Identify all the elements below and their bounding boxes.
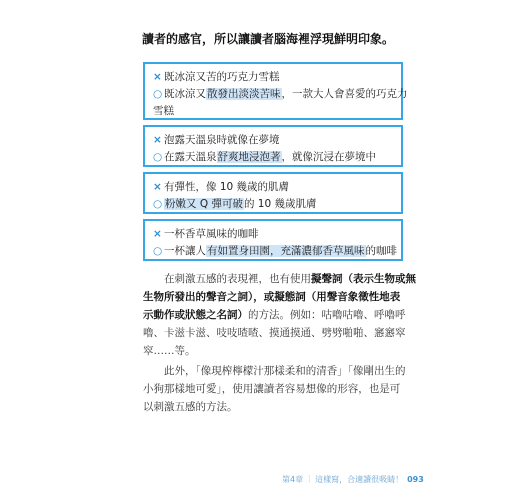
good-example-suffix: 的咖啡: [365, 245, 397, 257]
body-paragraph-1: [143, 270, 416, 360]
bad-example: [153, 132, 393, 149]
good-example-highlight: 有如置身田園，充滿濃郁香草風味: [207, 245, 365, 257]
bad-example-text: 既冰涼又苦的巧克力雪糕: [164, 71, 280, 83]
page-number: 093: [407, 475, 424, 484]
cross-mark-icon: ×: [153, 181, 162, 193]
page-footer: [282, 474, 424, 485]
bad-example: [153, 69, 393, 86]
good-example-continuation: 雪糕: [153, 105, 174, 117]
circle-mark-icon: ○: [153, 88, 163, 100]
good-example: [153, 196, 393, 213]
good-example-prefix: 既冰涼又: [164, 88, 206, 100]
paragraph-line: 小狗那樣地可愛」，使用讓讀者容易想像的形容，也是可: [143, 383, 401, 395]
bad-example-text: 一杯香草風味的咖啡: [164, 228, 259, 240]
good-example-prefix: 一杯讓人: [164, 245, 206, 257]
footer-separator: ｜: [305, 475, 314, 484]
good-example-suffix: ，就像沉浸在夢境中: [281, 151, 376, 163]
footer-chapter: 第4章: [282, 475, 304, 484]
paragraph-line: 此外，「像現榨檸檬汁那樣柔和的清香」「像剛出生的: [164, 365, 406, 377]
bad-example: [153, 226, 393, 243]
cross-mark-icon: ×: [153, 71, 162, 83]
footer-title: 這樣寫，合適讀很吸睛！: [315, 475, 404, 484]
cross-mark-icon: ×: [153, 228, 162, 240]
good-example-highlight: 粉嫩又 Q 彈可破: [165, 198, 243, 210]
good-example-suffix: 的 10 幾歲肌膚: [243, 198, 317, 210]
good-example: [153, 149, 393, 166]
good-example: [153, 86, 408, 103]
example-box-3: [143, 172, 403, 214]
good-example-suffix: ，一款大人會喜愛的巧克力: [281, 88, 408, 100]
paragraph-line: 生物所發出的聲音之詞），或擬態詞（用聲音象徵性地表: [143, 291, 401, 303]
bad-example-text: 有彈性，像 10 幾歲的肌膚: [164, 181, 290, 193]
example-box-1: [143, 62, 408, 120]
paragraph-line: 在刺激五感的表現裡，也有使用擬聲詞（表示生物或無: [164, 273, 416, 285]
intro-sentence: 讀者的感官，所以讓讀者腦海裡浮現鮮明印象。: [142, 32, 395, 46]
good-example: [153, 243, 397, 260]
example-box-2: [143, 125, 403, 167]
good-example-highlight: 散發出淡淡苦味: [207, 88, 281, 100]
body-paragraph-2: [143, 362, 405, 416]
bad-example: [153, 179, 393, 196]
paragraph-line: 窣……等。: [143, 345, 196, 357]
bad-example-text: 泡露天溫泉時就像在夢境: [164, 134, 280, 146]
example-box-4: [143, 219, 403, 261]
circle-mark-icon: ○: [153, 245, 163, 257]
paragraph-line: 嚕、卡滋卡滋、吱吱喳喳、摸通摸通、劈劈啪啪、窸窸窣: [143, 327, 406, 339]
cross-mark-icon: ×: [153, 134, 162, 146]
good-example-highlight: 舒爽地浸泡著: [217, 151, 281, 163]
good-example-prefix: 在露天溫泉: [164, 151, 217, 163]
circle-mark-icon: ○: [153, 151, 163, 163]
paragraph-line: 示動作或狀態之名詞）的方法。例如：咕嚕咕嚕、呼嚕呼: [143, 309, 406, 321]
paragraph-line: 以刺激五感的方法。: [143, 401, 238, 413]
circle-mark-icon: ○: [153, 198, 163, 210]
